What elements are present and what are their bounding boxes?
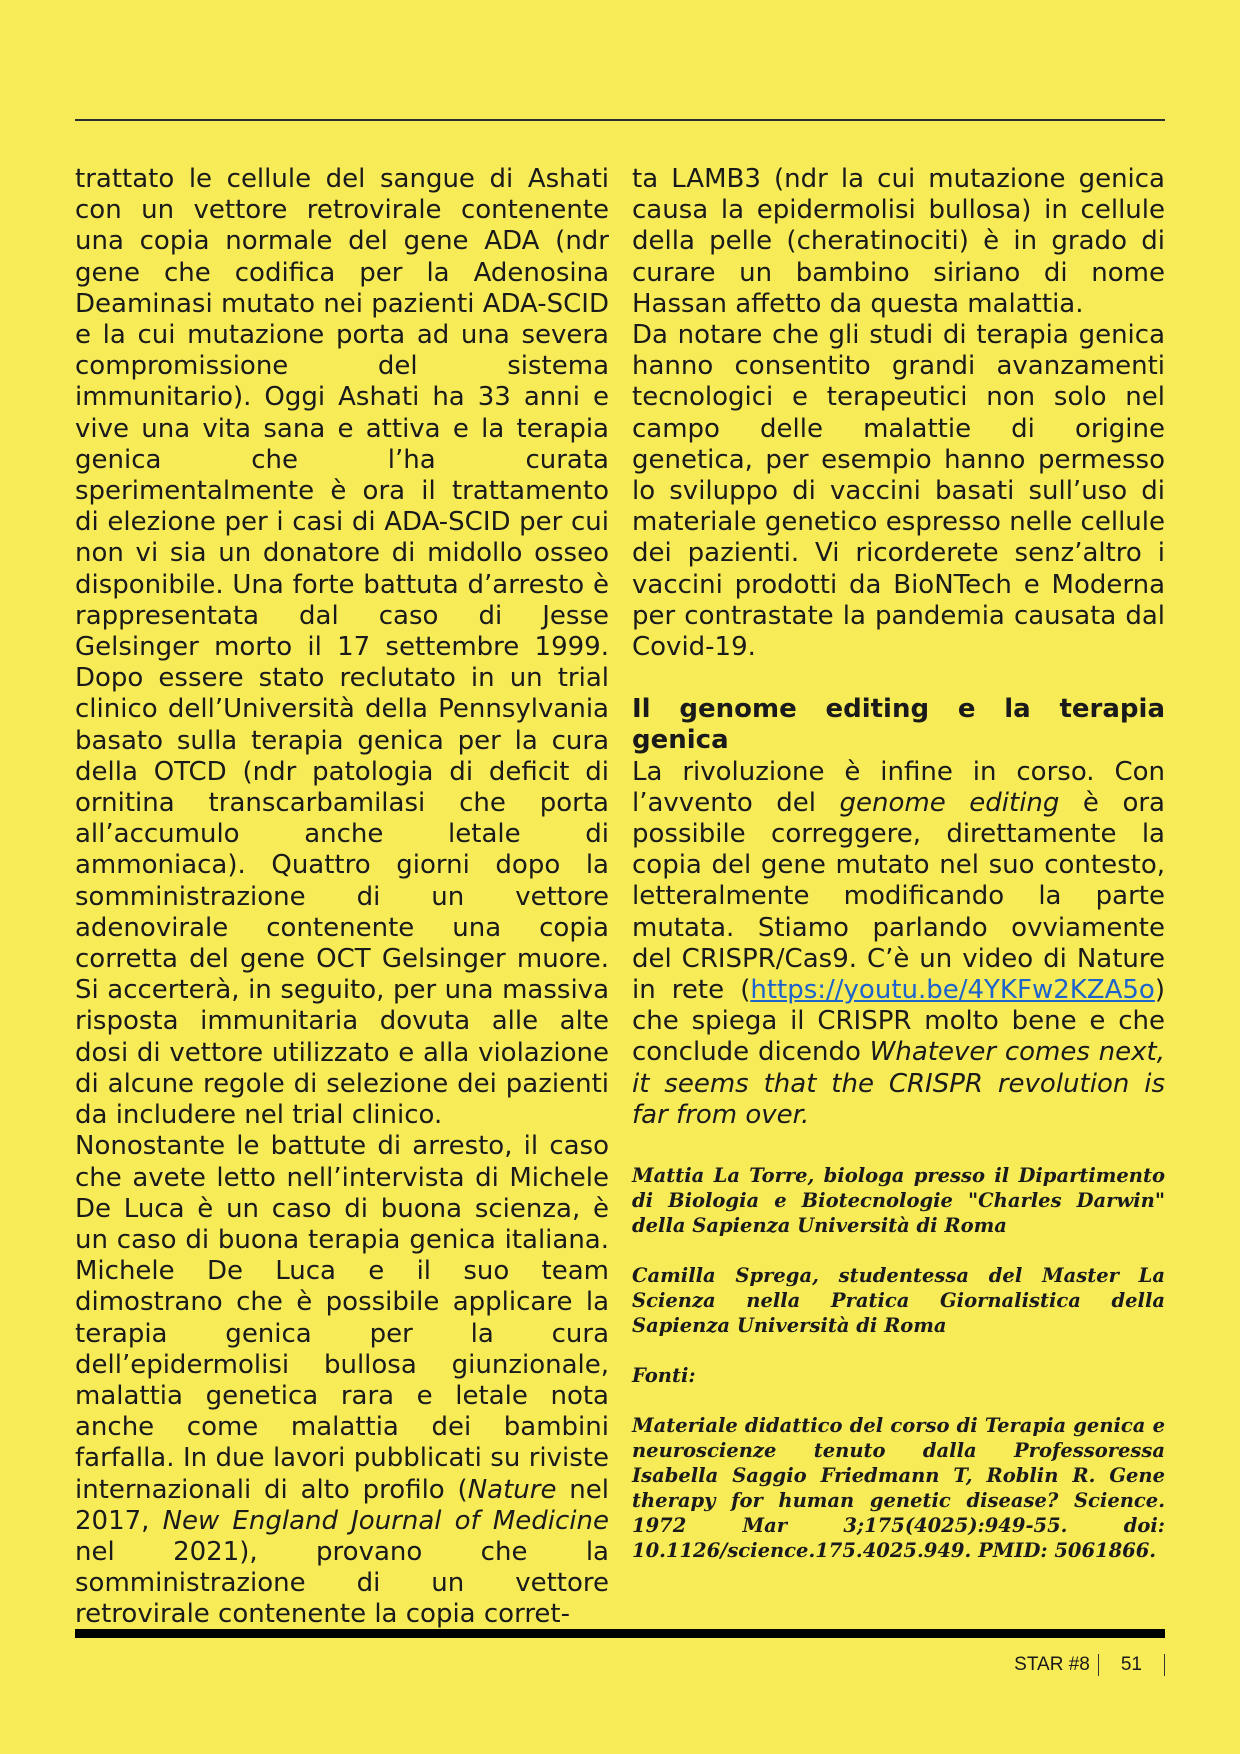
- magazine-issue: STAR #8: [1014, 1654, 1090, 1675]
- sources-label: Fonti:: [632, 1364, 696, 1388]
- page-footer: [1014, 1652, 1165, 1678]
- right-column: [632, 164, 1165, 1588]
- credits: [632, 1163, 1165, 1563]
- body-paragraph: [632, 757, 1165, 1131]
- body-paragraph: Da notare che gli studi di terapia genica hanno consentito grandi avanzamenti tecnologici e terapeutici non solo nel campo delle malattie di origine genetica, per esempio hanno permesso lo sviluppo di vaccini basati sull’uso di materiale genetico espresso nelle cellule dei pazienti. Vi ricorderete senz’altro i vaccini prodotti da BioNTech e Moderna per contrastate la pandemia causata dal Covid-19.: [632, 320, 1165, 663]
- text-run: è ora possibile correggere, direttamente la copia del gene mutato nel suo contesto, letteralmente modificando la parte mutata. Stiamo parlando ovviamente del CRISPR/Cas9. C’è un video di Nature in rete (: [632, 787, 1165, 1006]
- page-number: 51: [1120, 1654, 1142, 1675]
- journal-name: New England Journal of Medicine: [162, 1505, 609, 1536]
- footer-separator: [1164, 1654, 1165, 1676]
- body-paragraph: ta LAMB3 (ndr la cui mutazione genica causa la epidermolisi bullosa) in cellule della pelle (cheratinociti) è in grado di curare un bambino siriano di nome Hassan affetto da questa malattia.: [632, 164, 1165, 319]
- text-run: nel 2021), provano che la somministrazione di un vettore retrovirale contenente la copia corret-: [75, 1536, 609, 1630]
- quote: Whatever comes next, it seems that the CRISPR revolution is far from over.: [632, 1037, 1165, 1130]
- top-divider: [75, 119, 1165, 121]
- body-paragraph: [75, 1131, 609, 1630]
- section-heading: Il genome editing e la terapia genica: [632, 694, 1165, 756]
- body-paragraph: trattato le cellule del sangue di Ashati con un vettore retrovirale contenente una copia normale del gene ADA (ndr gene che codifica per la Adenosina Deaminasi mutato nei pazienti ADA-SCID e la cui mutazione porta ad una severa compromissione del sistema immunitario). Oggi Ashati ha 33 anni e vive una vita sana e attiva e la terapia genica che l’ha curata sperimentalmente è ora il trattamento di elezione per i casi di ADA-SCID per cui non vi sia un donatore di midollo osseo disponibile. Una forte battuta d’arresto è rappresentata dal caso di Jesse Gelsinger morto il 17 settembre 1999. Dopo essere stato reclutato in un trial clinico dell’Università della Pennsylvania basato sulla terapia genica per la cura della OTCD (ndr patologia di deficit di ornitina transcarbamilasi che porta all’accumulo anche letale di ammoniaca). Quattro giorni dopo la somministrazione di un vettore adenovirale contenente una copia corretta del gene OCT Gelsinger muore. Si accerterà, in seguito, per una massiva risposta immunitaria dovuta alle alte dosi di vettore utilizzato e alla violazione di alcune regole di selezione dei pazienti da includere nel trial clinico.: [75, 164, 609, 1131]
- video-link[interactable]: https://youtu.be/4YKFw2KZA5o: [750, 975, 1155, 1006]
- sources-text: Materiale didattico del corso di Terapia genica e neuroscienze tenuto dalla Professoressa Isabella Saggio Friedmann T, Roblin R. Gene therapy for human genetic disease? Science. 1972 Mar 3;175(4025):949-55. doi: 10.1126/science.175.4025.949. PMID: 5061866.: [632, 1414, 1165, 1563]
- footer-separator: [1098, 1654, 1099, 1676]
- author-credit: Mattia La Torre, biologa presso il Dipartimento di Biologia e Biotecnologie "Charles Darwin" della Sapienza Università di Roma: [632, 1164, 1165, 1238]
- bottom-divider: [75, 1629, 1165, 1638]
- text-run: ) che spiega il CRISPR molto bene e che conclude dicendo: [632, 975, 1165, 1068]
- text-run: nel 2017,: [75, 1474, 609, 1536]
- journal-name: Nature: [467, 1474, 557, 1505]
- text-run: Nonostante le battute di arresto, il caso che avete letto nell’intervista di Michele De Luca è un caso di buona scienza, è un caso di buona terapia genica italiana. Michele De Luca e il suo team dimostrano che è possibile applicare la terapia genica per la cura dell’epidermolisi bullosa giunzionale, malattia genetica rara e letale nota anche come malattia dei bambini farfalla. In due lavori pubblicati su riviste internazionali di alto profilo (: [75, 1131, 609, 1505]
- left-column: [75, 164, 609, 1631]
- author-credit: Camilla Sprega, studentessa del Master La Scienza nella Pratica Giornalistica della Sapienza Università di Roma: [632, 1264, 1165, 1338]
- emphasis: genome editing: [839, 787, 1060, 818]
- text-run: La rivoluzione è infine in corso. Con l’avvento del: [632, 756, 1165, 818]
